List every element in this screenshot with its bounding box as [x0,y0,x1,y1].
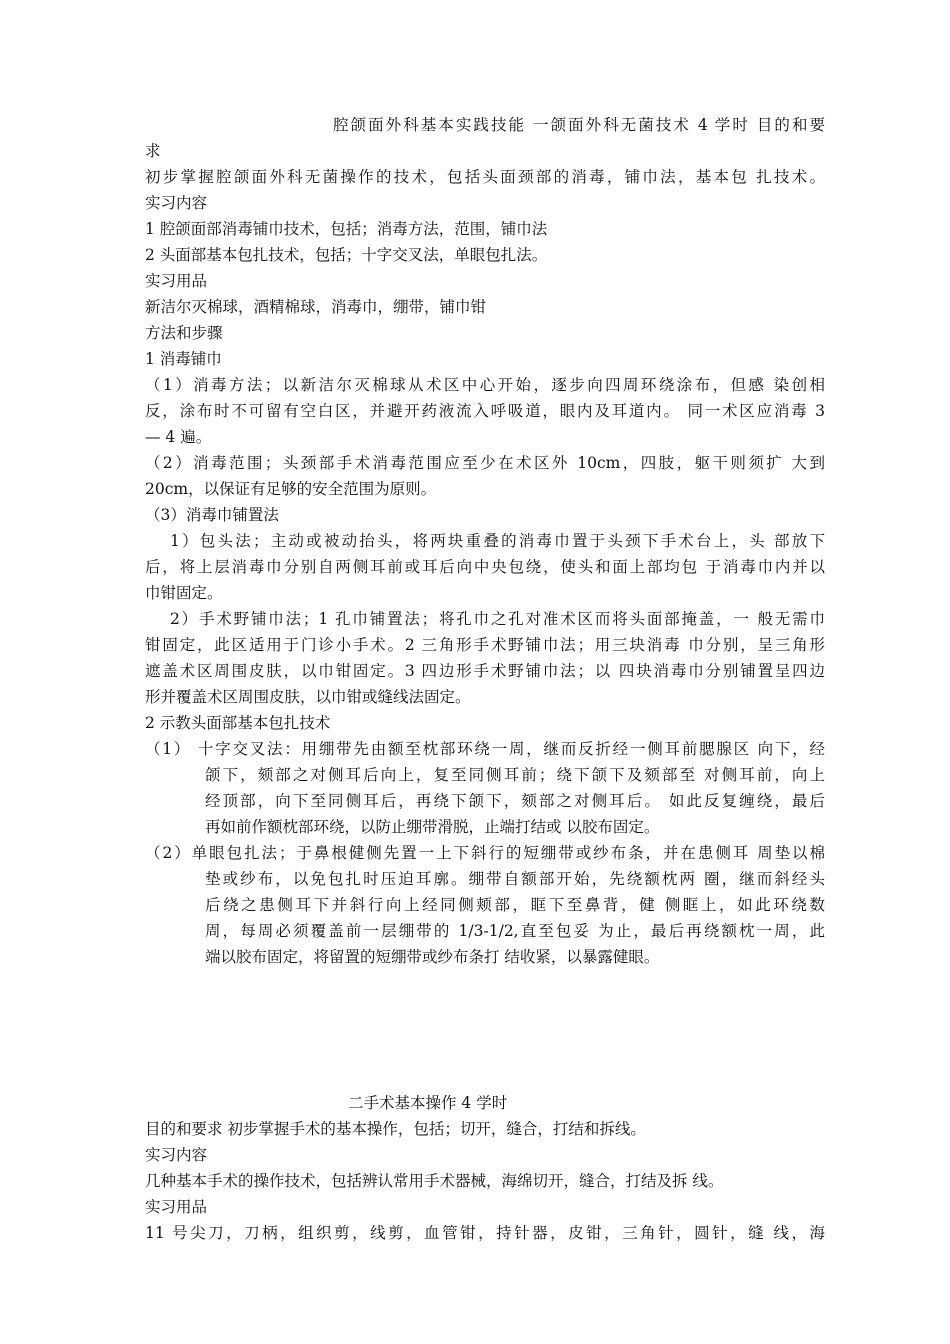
cross-bandage-line-3: 经顶部，向下至同侧耳后，再绕下颌下，颏部之对侧耳后。 如此反复缠绕，最后 [205,792,825,810]
head-wrap-line-2: 后，将上层消毒巾分别自两侧耳前或耳后向中央包绕，使头和面上部均包 于消毒巾内并以 [145,558,825,576]
eye-bandage-line-2: 垫或纱布，以免包扎时压迫耳廓。绷带自额部开始，先绕额枕两 圈，继而斜经头 [205,870,825,888]
section1-title-line: 腔颌面外科基本实践技能 一颌面外科无菌技术 4 学时 目的和要 [333,116,825,134]
cross-bandage-line-4: 再如前作额枕部环绕，以防止绷带滑脱，止端打结或 以胶布固定。 [205,818,660,836]
cross-bandage-line-2: 颌下，颏部之对侧耳后向上，复至同侧耳前；绕下颌下及颏部至 对侧耳前，向上 [205,766,825,784]
eye-bandage-line-3: 后绕之患侧耳下并斜行向上经同侧颊部，眶下至鼻背，健 侧眶上，如此环绕数 [205,896,825,914]
section2-supplies: 11 号尖刀，刀柄，组织剪，线剪，血管钳，持针器，皮钳，三角针，圆针，缝 线，海 [145,1224,825,1242]
section1-content-heading: 实习内容 [145,194,208,212]
section1-content-item-1: 1 腔颌面部消毒铺巾技术，包括；消毒方法，范围，铺巾法 [145,220,548,238]
disinfection-method-line-2: 反，涂布时不可留有空白区，并避开药液流入呼吸道，眼内及耳道内。 同一术区应消毒 3 [145,402,825,420]
head-wrap-line-1: 1）包头法；主动或被动抬头，将两块重叠的消毒巾置于头颈下手术台上，头 部放下 [170,532,825,550]
disinfection-range-line-2: 20cm，以保证有足够的安全范围为原则。 [145,480,437,498]
field-draping-line-2: 钳固定，此区适用于门诊小手术。2 三角形手术野铺巾法；用三块消毒 巾分别，呈三角形 [145,636,825,654]
section2-content-heading: 实习内容 [145,1146,208,1164]
step1-heading: 1 消毒铺巾 [145,350,222,368]
disinfection-range-line-1: （2）消毒范围；头颈部手术消毒范围应至少在术区外 10cm，四肢，躯干则须扩 大到 [145,454,825,472]
eye-bandage-line-1: （2）单眼包扎法；于鼻根健侧先置一上下斜行的短绷带或纱布条，并在患侧耳 周垫以棉 [145,844,825,862]
step2-heading: 2 示教头面部基本包扎技术 [145,714,331,732]
cross-bandage-line-1: （1） 十字交叉法：用绷带先由额至枕部环绕一周，继而反折经一侧耳前腮腺区 向下，经 [145,740,825,758]
eye-bandage-line-4: 周，每周必须覆盖前一层绷带的 1/3-1/2,直至包妥 为止，最后再绕额枕一周，此 [205,922,825,940]
section2-objective: 目的和要求 初步掌握手术的基本操作，包括；切开，缝合，打结和拆线。 [145,1120,646,1138]
towel-placement-heading: （3）消毒巾铺置法 [145,506,279,524]
head-wrap-line-3: 巾钳固定。 [145,584,223,602]
disinfection-method-line-1: （1）消毒方法；以新洁尔灭棉球从术区中心开始，逐步向四周环绕涂布，但感 染创相 [145,376,825,394]
field-draping-line-3: 遮盖术区周围皮肤，以巾钳固定。3 四边形手术野铺巾法；以 四块消毒巾分别铺置呈四边 [145,662,825,680]
section2-content: 几种基本手术的操作技术，包括辨认常用手术器械，海绵切开，缝合，打结及拆 线。 [145,1172,724,1190]
section1-method-heading: 方法和步骤 [145,324,223,342]
disinfection-method-line-3: — 4 遍。 [145,428,212,446]
section1-title-line-cont: 求 [145,142,161,160]
section1-content-item-2: 2 头面部基本包扎技术，包括；十字交叉法，单眼包扎法。 [145,246,548,264]
section1-objective: 初步掌握腔颌面外科无菌操作的技术，包括头面颈部的消毒，铺巾法，基本包 扎技术。 [145,168,825,186]
eye-bandage-line-5: 端以胶布固定，将留置的短绷带或纱布条打 结收紧，以暴露健眼。 [205,948,660,966]
section1-supplies-heading: 实习用品 [145,272,208,290]
field-draping-line-4: 形并覆盖术区周围皮肤，以巾钳或缝线法固定。 [145,688,471,706]
section1-supplies: 新洁尔灭棉球，酒精棉球，消毒巾，绷带，铺巾钳 [145,298,487,316]
section2-supplies-heading: 实习用品 [145,1198,208,1216]
section2-title: 二手术基本操作 4 学时 [348,1094,508,1112]
field-draping-line-1: 2）手术野铺巾法；1 孔巾铺置法；将孔巾之孔对准术区而将头面部掩盖，一 般无需巾 [170,610,825,628]
